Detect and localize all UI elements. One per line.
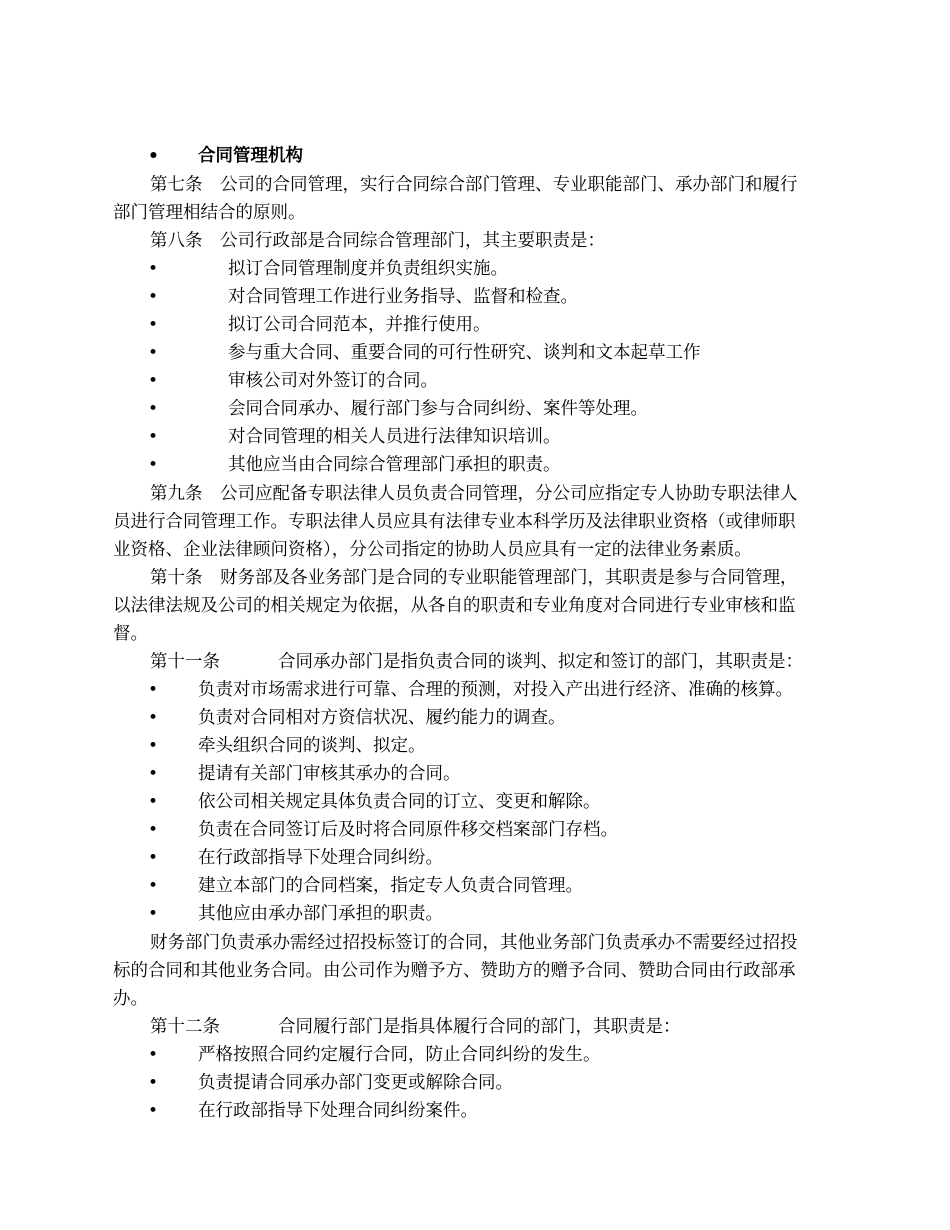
article-11-item: 其他应由承办部门承担的职责。 — [198, 904, 443, 924]
list-bullet: • — [148, 371, 159, 391]
article-8-item: 会同合同承办、履行部门参与合同纠纷、案件等处理。 — [228, 399, 648, 419]
article-7-line-2: 部门管理相结合的原则。 — [113, 203, 306, 223]
article-11-item: 依公司相关规定具体负责合同的订立、变更和解除。 — [198, 792, 601, 812]
section-heading: 合同管理机构 — [198, 146, 303, 166]
article-8-item: 参与重大合同、重要合同的可行性研究、谈判和文本起草工作 — [228, 343, 701, 363]
list-bullet: • — [148, 848, 159, 868]
article-11-item: 负责对市场需求进行可靠、合理的预测，对投入产出进行经济、准确的核算。 — [198, 680, 793, 700]
article-11-intro: 合同承办部门是指负责合同的谈判、拟定和签订的部门，其职责是： — [278, 652, 803, 672]
list-bullet: • — [148, 1045, 159, 1065]
article-9-line-2: 员进行合同管理工作。专职法律人员应具有法律专业本科学历及法律职业资格（或律师职 — [113, 512, 796, 532]
list-bullet: • — [148, 820, 159, 840]
article-11-note-line-2: 标的合同和其他业务合同。由公司作为赠予方、赞助方的赠予合同、赞助合同由行政部承 — [113, 961, 796, 981]
article-8-item: 其他应当由合同综合管理部门承担的职责。 — [228, 455, 561, 475]
article-8-intro: 第八条 公司行政部是合同综合管理部门，其主要职责是： — [150, 231, 605, 251]
article-11-note-line-1: 财务部门负责承办需经过招投标签订的合同，其他业务部门负责承办不需要经过招投 — [150, 933, 798, 953]
list-bullet: • — [148, 343, 159, 363]
article-11-item: 在行政部指导下处理合同纠纷。 — [198, 848, 443, 868]
list-bullet: • — [148, 427, 159, 447]
article-11-item: 提请有关部门审核其承办的合同。 — [198, 764, 461, 784]
article-10-line-3: 督。 — [113, 624, 148, 644]
list-bullet: • — [148, 455, 159, 475]
article-8-item: 拟订合同管理制度并负责组织实施。 — [228, 259, 508, 279]
list-bullet: • — [148, 708, 159, 728]
list-bullet: • — [148, 1073, 159, 1093]
article-7-line-1: 第七条 公司的合同管理，实行合同综合部门管理、专业职能部门、承办部门和履行 — [150, 175, 798, 195]
article-8-item: 对合同管理工作进行业务指导、监督和检查。 — [228, 287, 578, 307]
article-12-item: 在行政部指导下处理合同纠纷案件。 — [198, 1101, 478, 1121]
article-12-item: 负责提请合同承办部门变更或解除合同。 — [198, 1073, 513, 1093]
heading-bullet: • — [148, 146, 159, 166]
list-bullet: • — [148, 680, 159, 700]
list-bullet: • — [148, 792, 159, 812]
article-8-item: 对合同管理的相关人员进行法律知识培训。 — [228, 427, 561, 447]
list-bullet: • — [148, 904, 159, 924]
list-bullet: • — [148, 1101, 159, 1121]
list-bullet: • — [148, 399, 159, 419]
article-11-item: 牵头组织合同的谈判、拟定。 — [198, 736, 426, 756]
article-12-item: 严格按照合同约定履行合同，防止合同纠纷的发生。 — [198, 1045, 601, 1065]
article-9-line-3: 业资格、企业法律顾问资格），分公司指定的协助人员应具有一定的法律业务素质。 — [113, 540, 752, 560]
list-bullet: • — [148, 736, 159, 756]
article-12-label: 第十二条 — [150, 1017, 220, 1037]
article-8-item: 审核公司对外签订的合同。 — [228, 371, 438, 391]
article-12-intro: 合同履行部门是指具体履行合同的部门，其职责是： — [278, 1017, 681, 1037]
article-11-item: 建立本部门的合同档案，指定专人负责合同管理。 — [198, 876, 583, 896]
article-10-line-2: 以法律法规及公司的相关规定为依据，从各自的职责和专业角度对合同进行专业审核和监 — [113, 596, 796, 616]
article-11-item: 负责对合同相对方资信状况、履约能力的调查。 — [198, 708, 566, 728]
list-bullet: • — [148, 259, 159, 279]
article-10-line-1: 第十条 财务部及各业务部门是合同的专业职能管理部门，其职责是参与合同管理， — [150, 568, 798, 588]
article-11-note-line-3: 办。 — [113, 989, 148, 1009]
article-11-item: 负责在合同签订后及时将合同原件移交档案部门存档。 — [198, 820, 618, 840]
list-bullet: • — [148, 876, 159, 896]
article-11-label: 第十一条 — [150, 652, 220, 672]
list-bullet: • — [148, 287, 159, 307]
list-bullet: • — [148, 764, 159, 784]
list-bullet: • — [148, 315, 159, 335]
article-9-line-1: 第九条 公司应配备专职法律人员负责合同管理，分公司应指定专人协助专职法律人 — [150, 484, 798, 504]
article-8-item: 拟订公司合同范本，并推行使用。 — [228, 315, 491, 335]
